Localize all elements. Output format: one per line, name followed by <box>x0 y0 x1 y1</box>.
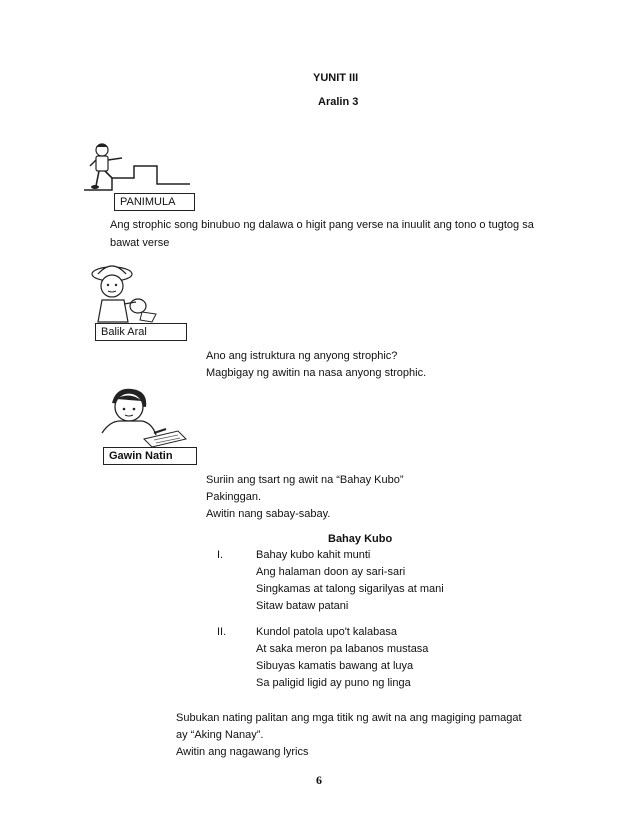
verse-line: Ang halaman doon ay sari-sari <box>256 566 406 578</box>
page-number: 6 <box>316 773 322 787</box>
child-writing-illustration <box>96 385 188 449</box>
girl-reading-illustration <box>84 262 164 324</box>
verse-line: Kundol patola upo't kalabasa <box>256 626 397 638</box>
panimula-text-line2: bawat verse <box>110 237 170 249</box>
verse-line: At saka meron pa labanos mustasa <box>256 643 429 655</box>
panimula-label: PANIMULA <box>114 193 195 211</box>
balik-aral-question-1: Ano ang istruktura ng anyong strophic? <box>206 350 398 362</box>
gawin-natin-label: Gawin Natin <box>103 447 197 465</box>
unit-title: YUNIT III <box>313 72 359 84</box>
verse-line: Bahay kubo kahit munti <box>256 549 371 561</box>
gawin-natin-instruction-1: Suriin ang tsart ng awit na “Bahay Kubo” <box>206 474 404 486</box>
verse-line: Sa paligid ligid ay puno ng linga <box>256 677 411 689</box>
panimula-text-line1: Ang strophic song binubuo ng dalawa o higit pang verse na inuulit ang tono o tugtog sa <box>110 219 534 231</box>
verse-line: Sibuyas kamatis bawang at luya <box>256 660 414 672</box>
closing-line-2: ay “Aking Nanay”. <box>176 729 264 741</box>
balik-aral-label: Balik Aral <box>95 323 187 341</box>
gawin-natin-instruction-3: Awitin nang sabay-sabay. <box>206 508 331 520</box>
verse-line: Singkamas at talong sigarilyas at mani <box>256 583 444 595</box>
verse-numeral: I. <box>217 549 224 561</box>
closing-line-3: Awitin ang nagawang lyrics <box>176 746 309 758</box>
verse-line: Sitaw bataw patani <box>256 600 349 612</box>
balik-aral-question-2: Magbigay ng awitin na nasa anyong strophic. <box>206 367 427 379</box>
lesson-title: Aralin 3 <box>318 96 359 108</box>
gawin-natin-instruction-2: Pakinggan. <box>206 491 262 503</box>
verse-numeral: II. <box>217 626 227 638</box>
closing-line-1: Subukan nating palitan ang mga titik ng awit na ang magiging pamagat <box>176 712 522 724</box>
song-title: Bahay Kubo <box>328 533 393 545</box>
